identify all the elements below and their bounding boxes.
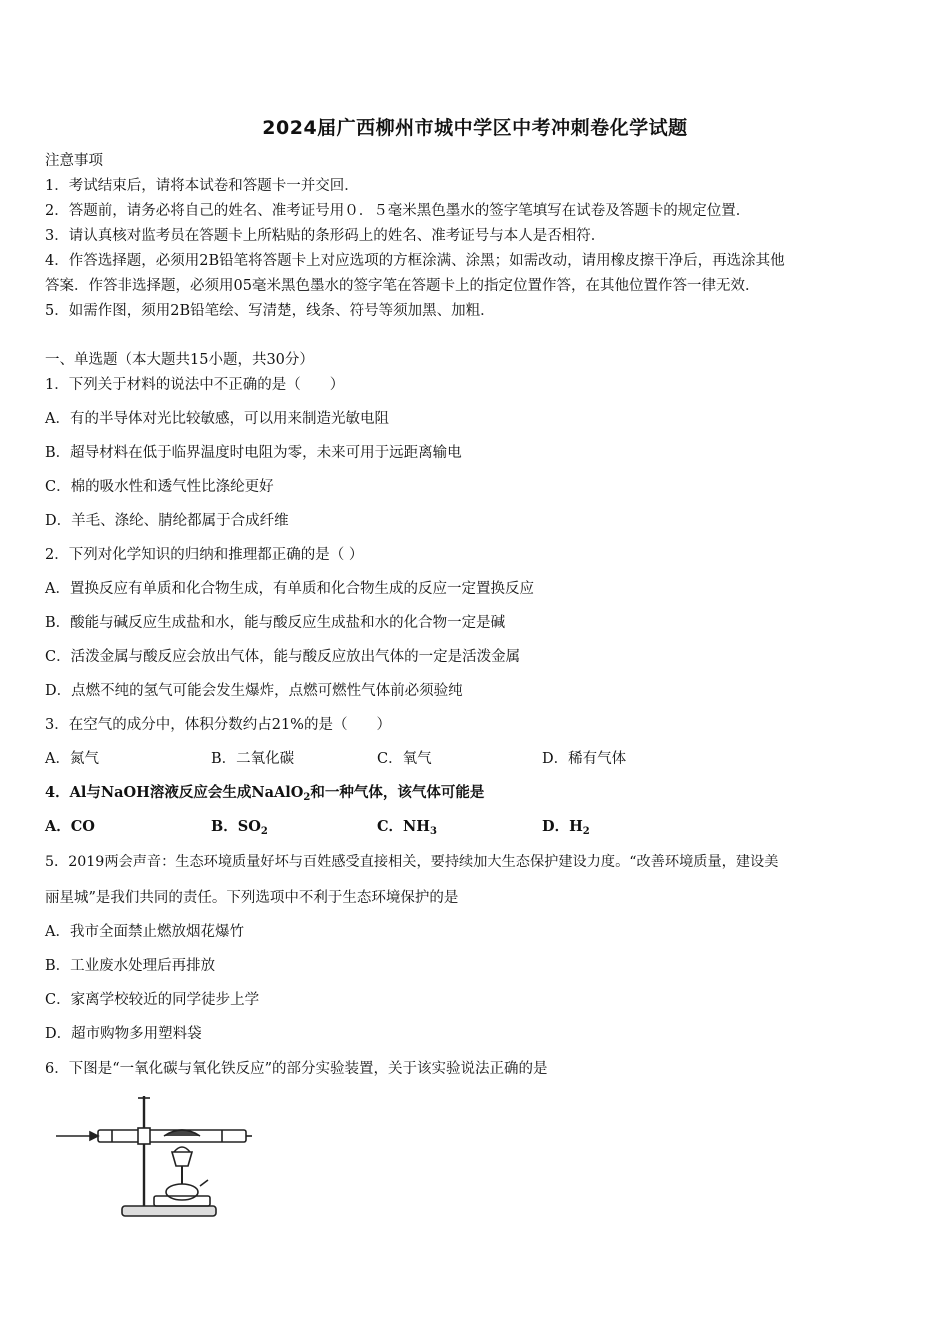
question-5-stem-line-2: 丽星城”是我们共同的责任。下列选项中不利于生态环境保护的是	[45, 890, 459, 906]
question-5-option-c: C．家离学校较近的同学徒步上学	[45, 992, 260, 1008]
question-4-option-b: B．$SO_2$	[211, 818, 268, 837]
question-3-option-b: B．二氧化碳	[211, 751, 295, 767]
notice-item: 答案．作答非选择题，必须用05毫米黑色墨水的签字笔在答题卡上的指定位置作答，在其他位置作答一律无效．	[45, 278, 760, 294]
question-3-option-a: A．氮气	[45, 751, 99, 767]
notice-item: 4．作答选择题，必须用2B铅笔将答题卡上对应选项的方框涂满、涂黑；如需改动，请用橡皮擦干净后，再选涂其他	[45, 253, 785, 269]
question-3-stem: 3．在空气的成分中，体积分数约占21%的是（ ）	[45, 717, 391, 733]
question-5-option-d: D．超市购物多用塑料袋	[45, 1026, 202, 1042]
clamp	[138, 1128, 150, 1144]
notice-item: 1．考试结束后，请将本试卷和答题卡一并交回．	[45, 178, 359, 194]
question-1-option-a: A．有的半导体对光比较敏感，可以用来制造光敏电阻	[45, 411, 389, 427]
arrow-head	[90, 1132, 98, 1140]
notice-item: 3．请认真核对监考员在答题卡上所粘贴的条形码上的姓名、准考证号与本人是否相符．	[45, 228, 606, 244]
notice-heading: 注意事项	[45, 153, 103, 169]
question-3-option-d: D．稀有气体	[542, 751, 627, 767]
question-2-option-c: C．活泼金属与酸反应会放出气体，能与酸反应放出气体的一定是活泼金属	[45, 649, 521, 665]
notice-item: 2．答题前，请务必将自己的姓名、准考证号用０．５毫米黑色墨水的签字笔填写在试卷及答题卡的规定位置．	[45, 203, 751, 219]
question-6-stem: 6．下图是“一氧化碳与氧化铁反应”的部分实验装置，关于该实验说法正确的是	[45, 1061, 548, 1077]
question-4-option-d: D．$H_2$	[542, 818, 590, 837]
question-2-stem: 2．下列对化学知识的归纳和推理都正确的是（ ）	[45, 547, 364, 563]
question-1-option-c: C．棉的吸水性和透气性比涤纶更好	[45, 479, 274, 495]
notice-item: 5．如需作图，须用2B铅笔绘、写清楚，线条、符号等须加黑、加粗．	[45, 303, 495, 319]
question-1-option-d: D．羊毛、涤纶、腈纶都属于合成纤维	[45, 513, 289, 529]
section-heading: 一、单选题（本大题共15小题，共30分）	[45, 352, 314, 368]
question-4-option-a: A．CO	[45, 818, 95, 835]
question-5-option-a: A．我市全面禁止燃放烟花爆竹	[45, 924, 244, 940]
flame-cover	[172, 1152, 192, 1166]
question-5-stem-line-1: 5．2019两会声音：生态环境质量好坏与百姓感受直接相关，要持续加大生态保护建设力度。“改善环境质量，建设美	[45, 854, 779, 870]
iron-oxide-powder	[164, 1130, 200, 1136]
question-5-option-b: B．工业废水处理后再排放	[45, 958, 216, 974]
question-2-option-a: A．置换反应有单质和化合物生成，有单质和化合物生成的反应一定置换反应	[45, 581, 534, 597]
question-4-stem: 4．Al与NaOH溶液反应会生成NaAlO$_2$和一种气体，该气体可能是	[45, 784, 485, 803]
question-3-option-c: C．氧气	[377, 751, 432, 767]
stand-base	[122, 1206, 216, 1216]
experiment-apparatus-figure	[52, 1092, 252, 1224]
lamp-base	[154, 1196, 210, 1206]
question-1-stem: 1．下列关于材料的说法中不正确的是（ ）	[45, 377, 345, 393]
question-2-option-b: B．酸能与碱反应生成盐和水，能与酸反应生成盐和水的化合物一定是碱	[45, 615, 506, 631]
alcohol-lamp	[166, 1184, 198, 1200]
question-2-option-d: D．点燃不纯的氢气可能会发生爆炸，点燃可燃性气体前必须验纯	[45, 683, 463, 699]
question-1-option-b: B．超导材料在低于临界温度时电阻为零，未来可用于远距离输电	[45, 445, 462, 461]
page-title: 2024届广西柳州市城中学区中考冲刺卷化学试题	[262, 117, 688, 139]
question-4-option-c: C．$NH_3$	[377, 818, 437, 837]
